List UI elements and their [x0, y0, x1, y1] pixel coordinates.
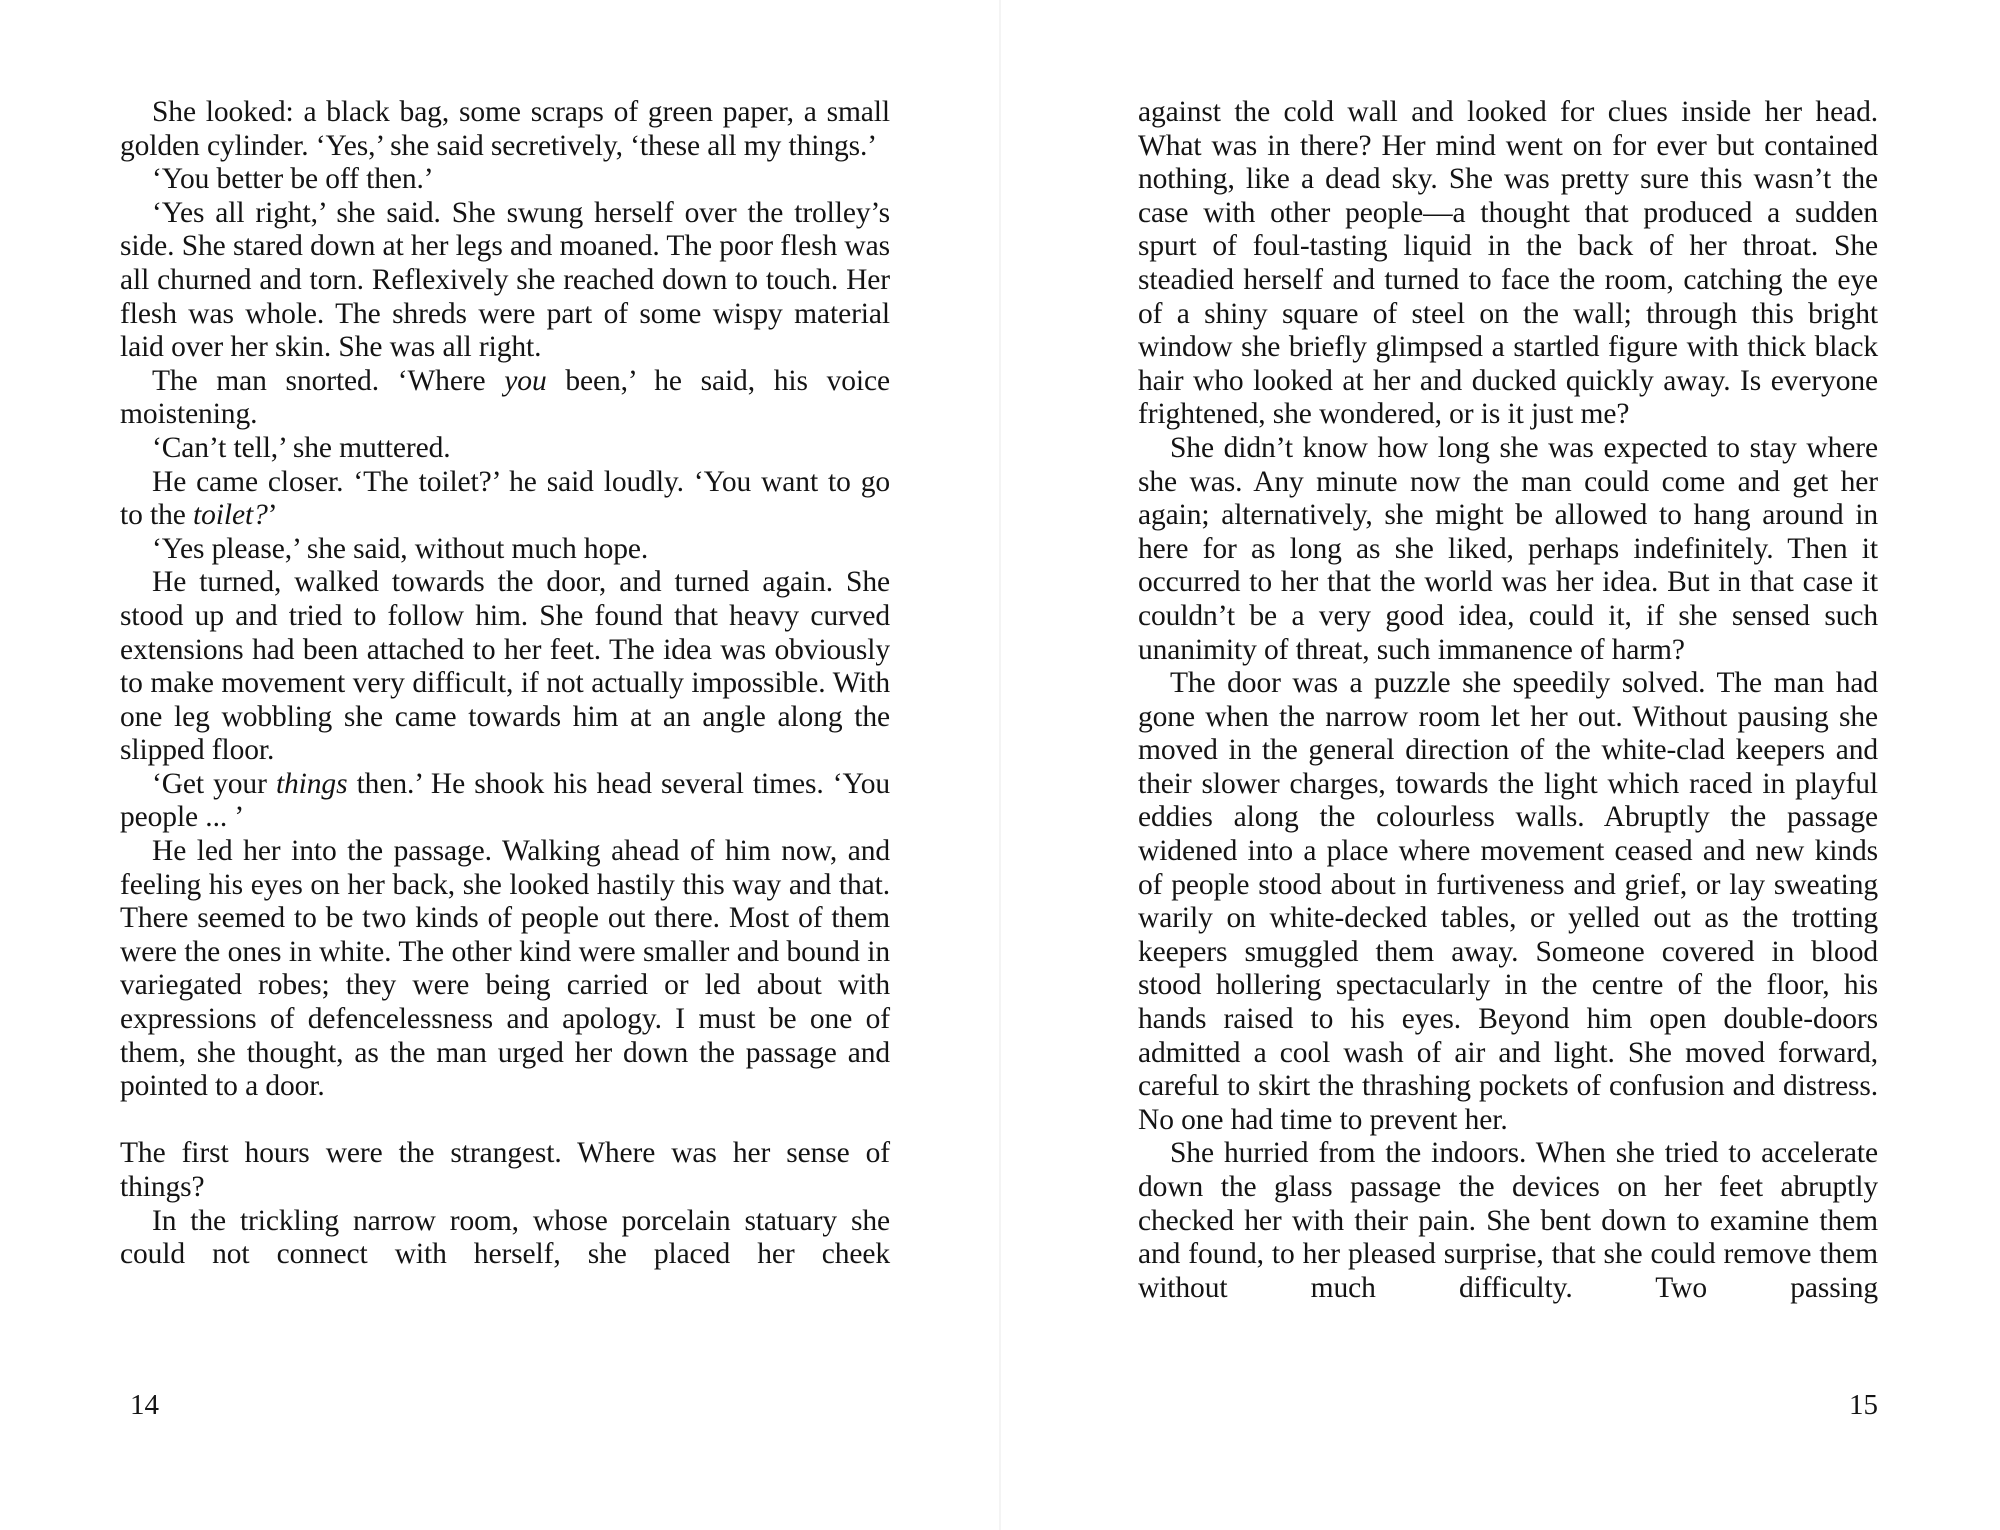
- paragraph: [120, 365, 890, 432]
- left-page: [120, 0, 890, 1530]
- paragraph: [120, 96, 890, 163]
- paragraph: [120, 835, 890, 1104]
- left-page-text: [120, 96, 890, 1272]
- italic-text: things: [275, 767, 348, 800]
- text-run: ‘Yes please,’ she said, without much hope.: [152, 532, 649, 565]
- book-gutter: [999, 0, 1001, 1530]
- italic-text: you: [504, 364, 547, 397]
- paragraph: [120, 768, 890, 835]
- text-run: against the cold wall and looked for clues inside her head. What was in there? Her mind went on for ever but contained nothing, like a dead sky. She was pretty sure this wasn’t the case with other people—a thought that produced a sudden spurt of foul-tasting liquid in the back of her throat. She steadied herself and turned to face the room, catching the eye of a shiny square of steel on the wall; through this bright window she briefly glimpsed a startled figure with thick black hair who looked at her and ducked quickly away. Is everyone frightened, she wondered, or is it just me?: [1138, 96, 1878, 431]
- text-run: ‘Get your: [152, 767, 276, 800]
- paragraph: [120, 566, 890, 768]
- text-run: She hurried from the indoors. When she tried to accelerate down the glass passage the devices on her feet abruptly checked her with their pain. She bent down to examine them and found, to her pleased surprise, that she could remove them without much difficulty. Two passing: [1138, 1137, 1878, 1304]
- paragraph: [120, 533, 890, 567]
- right-page-number: 15: [1849, 1389, 1878, 1421]
- paragraph: [1138, 1137, 1878, 1305]
- text-run: The man snorted. ‘Where: [152, 364, 505, 397]
- paragraph: [1138, 432, 1878, 667]
- text-run: In the trickling narrow room, whose porcelain statuary she could not connect with herself, she placed her cheek: [120, 1204, 890, 1271]
- text-run: ‘Yes all right,’ she said. She swung herself over the trolley’s side. She stared down at her legs and moaned. The poor flesh was all churned and torn. Reflexively she reached down to touch. Her flesh was whole. The shreds were part of some wispy material laid over her skin. She was all right.: [120, 196, 890, 364]
- right-page-text: [1138, 96, 1878, 1305]
- paragraph: [1138, 667, 1878, 1137]
- text-run: ’: [267, 499, 278, 532]
- paragraph: [120, 1137, 890, 1204]
- left-page-number: 14: [130, 1389, 159, 1421]
- text-run: She didn’t know how long she was expected to stay where she was. Any minute now the man could come and get her again; alternatively, she might be allowed to hang around in here for as long as she liked, perhaps indefinitely. Then it occurred to her that the world was her idea. But in that case it couldn’t be a very good idea, could it, if she sensed such unanimity of threat, such immanence of harm?: [1138, 431, 1878, 666]
- paragraph: [120, 1205, 890, 1272]
- text-run: ‘Can’t tell,’ she muttered.: [152, 431, 451, 464]
- paragraph: [120, 432, 890, 466]
- text-run: He came closer. ‘The toilet?’ he said loudly. ‘You want to go to the: [120, 465, 890, 532]
- paragraph: [120, 163, 890, 197]
- text-run: She looked: a black bag, some scraps of green paper, a small golden cylinder. ‘Yes,’ she said secretively, ‘these all my things.’: [120, 96, 890, 162]
- right-page: [1138, 0, 1878, 1530]
- paragraph: [1138, 96, 1878, 432]
- text-run: ‘You better be off then.’: [152, 163, 434, 196]
- paragraph: [120, 466, 890, 533]
- text-run: then.’ He shook his head several times. ‘You people ... ’: [120, 767, 890, 834]
- text-run: been,’ he said, his voice moistening.: [120, 364, 890, 431]
- text-run: The door was a puzzle she speedily solved. The man had gone when the narrow room let her out. Without pausing she moved in the general direction of the white-clad keepers and their slower charges, towards the light which raced in playful eddies along the colourless walls. Abruptly the passage widened into a place where movement ceased and new kinds of people stood about in furtiveness and grief, or lay sweating warily on white-decked tables, or yelled out as the trotting keepers smuggled them away. Someone covered in blood stood hollering spectacularly in the centre of the floor, his hands raised to his eyes. Beyond him open double-doors admitted a cool wash of air and light. She moved forward, careful to skirt the thrashing pockets of confusion and distress. No one had time to prevent her.: [1138, 667, 1878, 1136]
- text-run: He turned, walked towards the door, and turned again. She stood up and tried to follow him. She found that heavy curved extensions had been attached to her feet. The idea was obviously to make movement very difficult, if not actually impossible. With one leg wobbling she came towards him at an angle along the slipped floor.: [120, 566, 890, 767]
- italic-text: toilet?: [193, 499, 268, 532]
- paragraph: [120, 197, 890, 365]
- text-run: The first hours were the strangest. Where was her sense of things?: [120, 1137, 890, 1203]
- text-run: He led her into the passage. Walking ahead of him now, and feeling his eyes on her back, she looked hastily this way and that. There seemed to be two kinds of people out there. Most of them were the ones in white. The other kind were smaller and bound in variegated robes; they were being carried or led about with expressions of defencelessness and apology. I must be one of them, she thought, as the man urged her down the passage and pointed to a door.: [120, 835, 890, 1103]
